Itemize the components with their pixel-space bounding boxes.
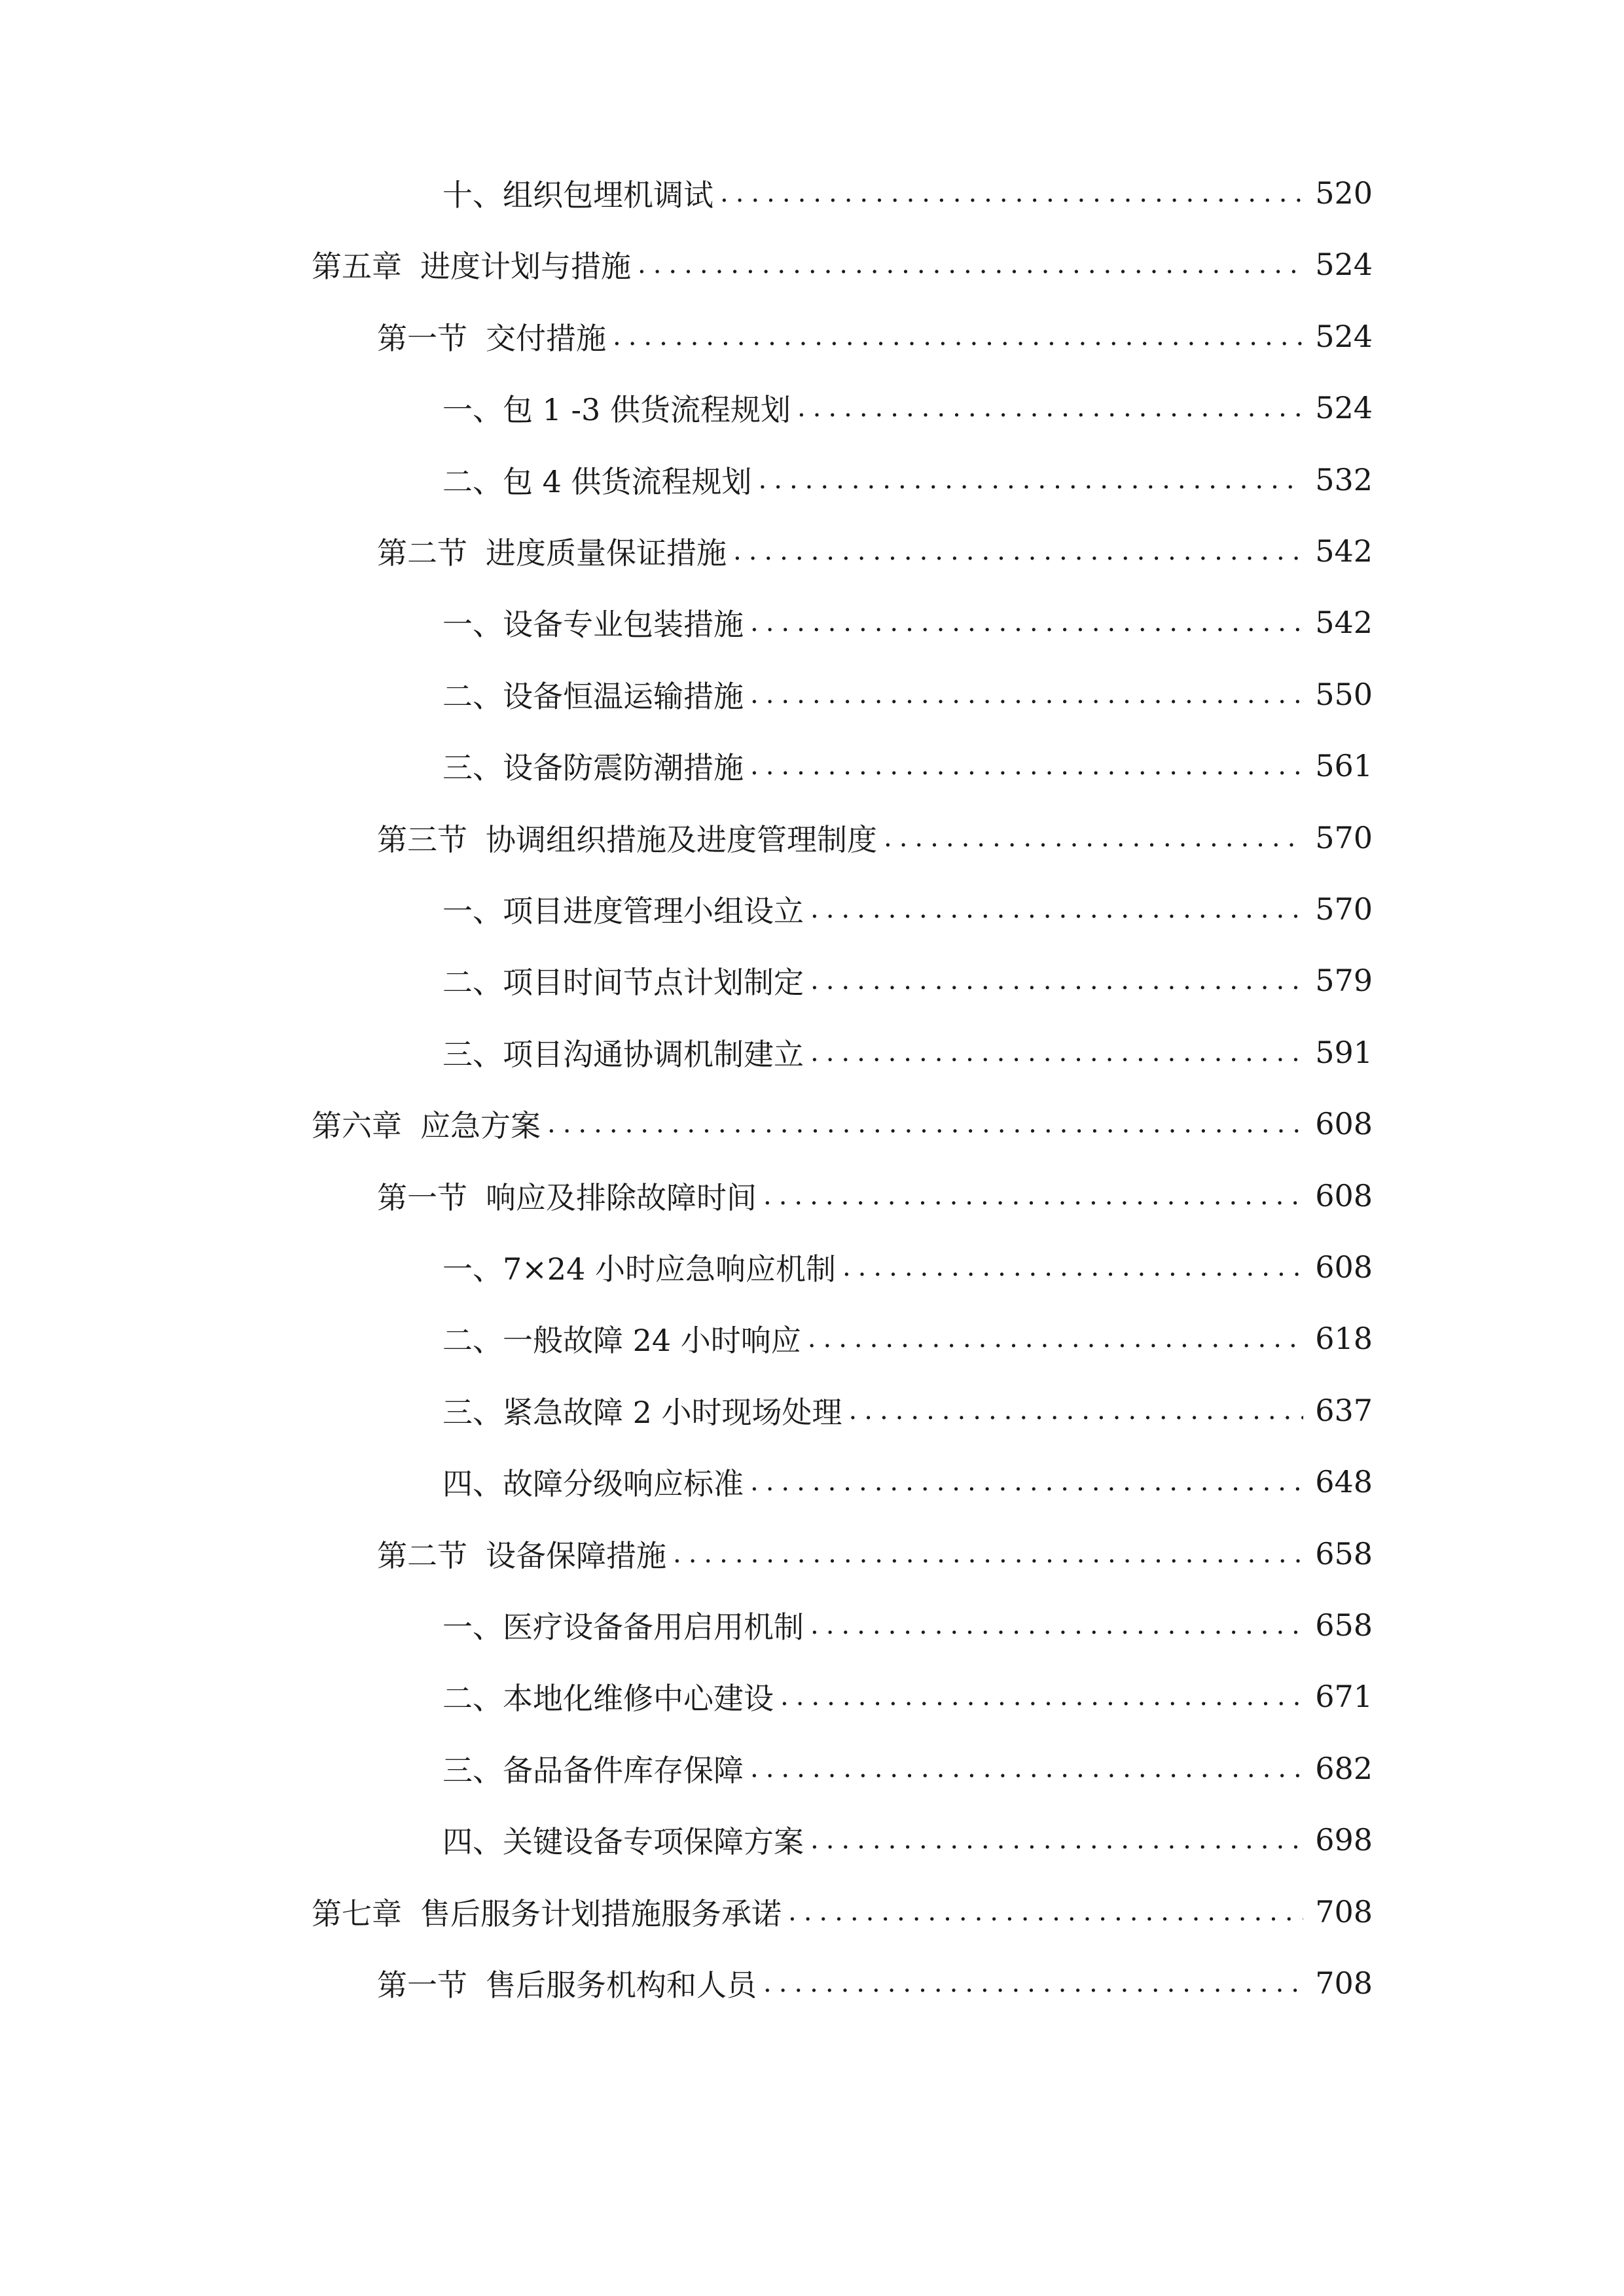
toc-entry-chapter[interactable] bbox=[312, 228, 1373, 300]
toc-entry-page-number: 608 bbox=[1315, 1177, 1373, 1213]
toc-entry-title: 项目沟通协调机制建立 bbox=[503, 1036, 804, 1072]
toc-entry-number: 一、 bbox=[442, 607, 503, 643]
toc-dot-leader bbox=[808, 1323, 1303, 1354]
toc-entry-number: 第五章 bbox=[312, 249, 402, 285]
toc-entry-section[interactable] bbox=[377, 300, 1373, 372]
toc-entry-title: 包 1 -3 供货流程规划 bbox=[503, 392, 791, 428]
toc-entry-title: 设备专业包装措施 bbox=[503, 607, 744, 643]
toc-entry-title: 紧急故障 2 小时现场处理 bbox=[503, 1394, 842, 1430]
toc-entry-item[interactable] bbox=[442, 1732, 1373, 1804]
toc-entry-item[interactable] bbox=[442, 1446, 1373, 1518]
toc-entry-number: 第一节 bbox=[377, 1967, 467, 2003]
toc-entry-item[interactable] bbox=[442, 730, 1373, 802]
toc-dot-leader bbox=[750, 679, 1303, 709]
toc-entry-number: 二、 bbox=[442, 965, 503, 1001]
toc-dot-leader bbox=[810, 1825, 1303, 1855]
toc-entry-number: 一、 bbox=[442, 1251, 503, 1287]
toc-entry-number: 一、 bbox=[442, 1609, 503, 1645]
toc-entry-page-number: 542 bbox=[1315, 533, 1373, 569]
toc-entry-page-number: 561 bbox=[1315, 748, 1373, 784]
toc-entry-item[interactable] bbox=[442, 1016, 1373, 1088]
toc-entry-item[interactable] bbox=[442, 157, 1373, 229]
toc-entry-page-number: 708 bbox=[1315, 1965, 1373, 2001]
toc-entry-title: 售后服务计划措施服务承诺 bbox=[420, 1895, 782, 1931]
toc-entry-number: 第一节 bbox=[377, 320, 467, 356]
toc-entry-page-number: 658 bbox=[1315, 1535, 1373, 1571]
toc-entry-number: 二、 bbox=[442, 463, 503, 499]
toc-entry-number: 四、 bbox=[442, 1466, 503, 1502]
toc-dot-leader bbox=[547, 1109, 1303, 1139]
toc-dot-leader bbox=[750, 751, 1303, 781]
toc-entry-item[interactable] bbox=[442, 1660, 1373, 1732]
toc-entry-chapter[interactable] bbox=[312, 1876, 1373, 1948]
toc-entry-number: 一、 bbox=[442, 893, 503, 929]
toc-dot-leader bbox=[810, 965, 1303, 996]
toc-entry-page-number: 520 bbox=[1315, 175, 1373, 211]
toc-entry-page-number: 550 bbox=[1315, 676, 1373, 712]
toc-entry-number: 第七章 bbox=[312, 1895, 402, 1931]
toc-entry-page-number: 648 bbox=[1315, 1464, 1373, 1500]
toc-entry-title: 医疗设备备用启用机制 bbox=[503, 1609, 804, 1645]
toc-dot-leader bbox=[810, 1610, 1303, 1640]
toc-entry-number: 四、 bbox=[442, 1824, 503, 1860]
toc-entry-number: 二、 bbox=[442, 1323, 503, 1359]
toc-entry-item[interactable] bbox=[442, 944, 1373, 1016]
toc-dot-leader bbox=[849, 1395, 1304, 1426]
toc-entry-number: 二、 bbox=[442, 678, 503, 714]
toc-entry-number: 二、 bbox=[442, 1681, 503, 1717]
toc-entry-title: 进度计划与措施 bbox=[420, 249, 631, 285]
toc-entry-title: 备品备件库存保障 bbox=[503, 1752, 744, 1788]
toc-entry-title: 设备恒温运输措施 bbox=[503, 678, 744, 714]
toc-entry-title: 7×24 小时应急响应机制 bbox=[503, 1251, 836, 1287]
toc-entry-page-number: 542 bbox=[1315, 605, 1373, 641]
toc-entry-page-number: 608 bbox=[1315, 1249, 1373, 1285]
toc-dot-leader bbox=[780, 1681, 1303, 1712]
toc-entry-page-number: 637 bbox=[1315, 1392, 1373, 1428]
toc-entry-item[interactable] bbox=[442, 1804, 1373, 1876]
toc-entry-section[interactable] bbox=[377, 802, 1373, 874]
toc-dot-leader bbox=[810, 1037, 1303, 1067]
toc-entry-number: 三、 bbox=[442, 1036, 503, 1072]
toc-entry-page-number: 708 bbox=[1315, 1893, 1373, 1929]
toc-entry-section[interactable] bbox=[377, 1160, 1373, 1232]
toc-entry-section[interactable] bbox=[377, 1518, 1373, 1590]
toc-entry-number: 第二节 bbox=[377, 535, 467, 571]
toc-entry-title: 关键设备专项保障方案 bbox=[503, 1824, 804, 1860]
toc-entry-title: 包 4 供货流程规划 bbox=[503, 463, 752, 499]
toc-entry-item[interactable] bbox=[442, 444, 1373, 516]
toc-entry-item[interactable] bbox=[442, 1374, 1373, 1446]
toc-entry-page-number: 570 bbox=[1315, 891, 1373, 927]
toc-dot-leader bbox=[638, 249, 1303, 279]
toc-entry-item[interactable] bbox=[442, 1589, 1373, 1661]
toc-dot-leader bbox=[750, 1753, 1303, 1784]
toc-dot-leader bbox=[733, 536, 1303, 566]
toc-dot-leader bbox=[750, 607, 1303, 637]
toc-entry-page-number: 532 bbox=[1315, 461, 1373, 497]
toc-entry-item[interactable] bbox=[442, 658, 1373, 730]
toc-entry-number: 十、 bbox=[442, 177, 503, 213]
toc-entry-title: 交付措施 bbox=[486, 320, 606, 356]
toc-entry-item[interactable] bbox=[442, 873, 1373, 945]
toc-entry-number: 第六章 bbox=[312, 1108, 402, 1144]
toc-entry-number: 三、 bbox=[442, 750, 503, 786]
toc-dot-leader bbox=[810, 894, 1303, 924]
toc-entry-number: 一、 bbox=[442, 392, 503, 428]
toc-entry-number: 第一节 bbox=[377, 1179, 467, 1215]
toc-entry-number: 第三节 bbox=[377, 821, 467, 857]
toc-entry-page-number: 524 bbox=[1315, 390, 1373, 426]
toc-dot-leader bbox=[673, 1539, 1303, 1569]
toc-entry-page-number: 671 bbox=[1315, 1679, 1373, 1715]
toc-entry-title: 协调组织措施及进度管理制度 bbox=[486, 821, 877, 857]
toc-entry-page-number: 618 bbox=[1315, 1321, 1373, 1357]
toc-entry-title: 本地化维修中心建设 bbox=[503, 1681, 774, 1717]
toc-dot-leader bbox=[750, 1467, 1303, 1497]
toc-entry-item[interactable] bbox=[442, 372, 1373, 444]
toc-entry-item[interactable] bbox=[442, 586, 1373, 658]
toc-entry-title: 项目时间节点计划制定 bbox=[503, 965, 804, 1001]
toc-dot-leader bbox=[788, 1897, 1303, 1927]
toc-entry-section[interactable] bbox=[377, 515, 1373, 587]
toc-entry-chapter[interactable] bbox=[312, 1088, 1373, 1160]
toc-entry-page-number: 524 bbox=[1315, 318, 1373, 354]
toc-entry-number: 三、 bbox=[442, 1394, 503, 1430]
toc-entry-title: 设备防震防潮措施 bbox=[503, 750, 744, 786]
toc-dot-leader bbox=[720, 178, 1303, 208]
toc-entry-page-number: 579 bbox=[1315, 963, 1373, 999]
toc-dot-leader bbox=[842, 1252, 1303, 1282]
toc-dot-leader bbox=[763, 1181, 1303, 1211]
toc-dot-leader bbox=[613, 321, 1303, 351]
toc-entry-title: 响应及排除故障时间 bbox=[486, 1179, 757, 1215]
toc-entry-page-number: 608 bbox=[1315, 1106, 1373, 1142]
toc-entry-page-number: 524 bbox=[1315, 247, 1373, 283]
toc-entry-title: 组织包埋机调试 bbox=[503, 177, 713, 213]
toc-entry-section[interactable] bbox=[377, 1947, 1373, 2019]
toc-entry-page-number: 682 bbox=[1315, 1750, 1373, 1786]
toc-entry-number: 三、 bbox=[442, 1752, 503, 1788]
toc-entry-item[interactable] bbox=[442, 1231, 1373, 1303]
toc-entry-title: 售后服务机构和人员 bbox=[486, 1967, 757, 2003]
toc-entry-item[interactable] bbox=[442, 1302, 1373, 1374]
toc-entry-title: 项目进度管理小组设立 bbox=[503, 893, 804, 929]
toc-entry-page-number: 658 bbox=[1315, 1607, 1373, 1643]
toc-dot-leader bbox=[884, 823, 1303, 853]
toc-entry-title: 进度质量保证措施 bbox=[486, 535, 727, 571]
toc-entry-title: 故障分级响应标准 bbox=[503, 1466, 744, 1502]
toc-entry-title: 设备保障措施 bbox=[486, 1537, 666, 1573]
toc-entry-page-number: 591 bbox=[1315, 1034, 1373, 1070]
toc-entry-number: 第二节 bbox=[377, 1537, 467, 1573]
toc-dot-leader bbox=[797, 393, 1303, 423]
toc-entry-page-number: 570 bbox=[1315, 819, 1373, 855]
toc-entry-page-number: 698 bbox=[1315, 1822, 1373, 1858]
toc-entry-title: 一般故障 24 小时响应 bbox=[503, 1323, 801, 1359]
toc-entry-title: 应急方案 bbox=[420, 1108, 541, 1144]
toc-dot-leader bbox=[763, 1968, 1303, 1998]
toc-dot-leader bbox=[759, 465, 1304, 495]
